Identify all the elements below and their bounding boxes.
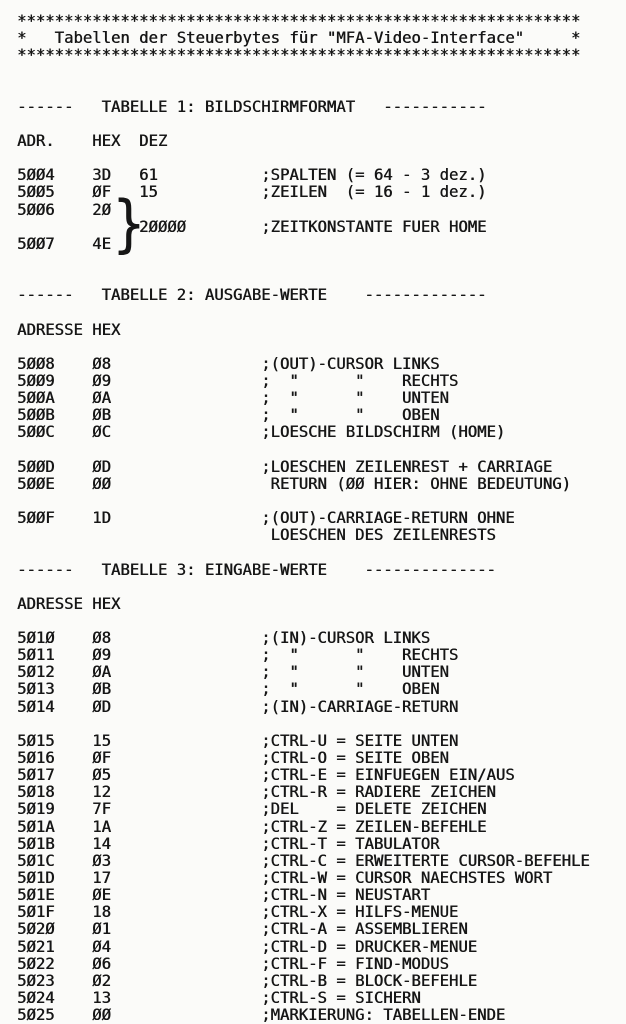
blank-line <box>17 116 590 133</box>
table-row: 5ØØA ØA ; " " UNTEN <box>17 389 449 408</box>
table-row: 5Ø11 Ø9 ; " " RECHTS <box>17 646 459 665</box>
table-row: LOESCHEN DES ZEILENRESTS <box>17 526 496 545</box>
section-heading-table-2: ------ TABELLE 2: AUSGABE-WERTE ------------- <box>17 286 487 305</box>
banner-border-top: ************************************************************ <box>17 12 581 30</box>
blank-line <box>17 150 590 167</box>
table-row: 5Ø1E ØE ;CTRL-N = NEUSTART <box>17 886 431 905</box>
blank-line <box>17 82 590 99</box>
table-row: 5ØØ9 Ø9 ; " " RECHTS <box>17 371 459 390</box>
blank-line <box>17 253 590 270</box>
blank-line <box>17 339 590 356</box>
column-header-table-3: ADRESSE HEX <box>17 594 121 613</box>
section-heading-table-1: ------ TABELLE 1: BILDSCHIRMFORMAT ----------- <box>17 97 487 116</box>
table-row: 2ØØØØ ;ZEITKONSTANTE FUER HOME <box>17 217 487 236</box>
table-row: 5Ø15 15 ;CTRL-U = SEITE UNTEN <box>17 731 459 750</box>
table-row: 5Ø19 7F ;DEL = DELETE ZEICHEN <box>17 800 487 819</box>
table-row: 5ØØB ØB ; " " OBEN <box>17 406 440 425</box>
table-row: 5ØØ5 ØF 15 ;ZEILEN (= 16 - 1 dez.) <box>17 183 487 202</box>
table-row: 5ØØE ØØ RETURN (ØØ HIER: OHNE BEDEUTUNG) <box>17 474 571 493</box>
table-row: 5Ø25 ØØ ;MARKIERUNG: TABELLEN-ENDE <box>17 1006 506 1024</box>
text-lines <box>17 13 590 1024</box>
table-row: 5ØØF 1D ;(OUT)-CARRIAGE-RETURN OHNE <box>17 509 515 528</box>
table-row: 5Ø22 Ø6 ;CTRL-F = FIND-MODUS <box>17 954 449 973</box>
table-row: 5Ø12 ØA ; " " UNTEN <box>17 663 449 682</box>
table-row: 5Ø1Ø Ø8 ;(IN)-CURSOR LINKS <box>17 629 431 648</box>
table-row: 5Ø23 Ø2 ;CTRL-B = BLOCK-BEFEHLE <box>17 971 478 990</box>
table-row: 5ØØ8 Ø8 ;(OUT)-CURSOR LINKS <box>17 354 440 373</box>
table-row: 5Ø1C Ø3 ;CTRL-C = ERWEITERTE CURSOR-BEFEHLE <box>17 851 590 870</box>
table-row: 5ØØ4 3D 61 ;SPALTEN (= 64 - 3 dez.) <box>17 166 487 185</box>
column-header-table-1: ADR. HEX DEZ <box>17 131 168 150</box>
blank-line <box>17 442 590 459</box>
table-row: 5Ø24 13 ;CTRL-S = SICHERN <box>17 989 421 1008</box>
table-row: 5ØØD ØD ;LOESCHEN ZEILENREST + CARRIAGE <box>17 457 553 476</box>
table-row: 5ØØ7 4E <box>17 234 111 253</box>
table-row: 5ØØ6 2Ø <box>17 200 111 219</box>
blank-line <box>17 270 590 287</box>
blank-line <box>17 64 590 81</box>
table-row: 5Ø2Ø Ø1 ;CTRL-A = ASSEMBLIEREN <box>17 920 468 939</box>
blank-line <box>17 544 590 561</box>
table-row: 5Ø16 ØF ;CTRL-O = SEITE OBEN <box>17 749 449 768</box>
table-row: 5Ø17 Ø5 ;CTRL-E = EINFUEGEN EIN/AUS <box>17 766 515 785</box>
banner-border-bottom: ************************************************************ <box>17 46 581 65</box>
table-row: 5Ø1F 18 ;CTRL-X = HILFS-MENUE <box>17 903 459 922</box>
table-row: 5ØØC ØC ;LOESCHE BILDSCHIRM (HOME) <box>17 423 506 442</box>
table-row: 5Ø13 ØB ; " " OBEN <box>17 680 440 699</box>
banner-title: * Tabellen der Steuerbytes für "MFA-Video-Interface" * <box>17 29 581 48</box>
table-row: 5Ø21 Ø4 ;CTRL-D = DRUCKER-MENUE <box>17 937 478 956</box>
section-heading-table-3: ------ TABELLE 3: EINGABE-WERTE -------------- <box>17 560 496 579</box>
table-row: 5Ø1B 14 ;CTRL-T = TABULATOR <box>17 834 440 853</box>
table-row: 5Ø1D 17 ;CTRL-W = CURSOR NAECHSTES WORT <box>17 869 553 888</box>
blank-line <box>17 613 590 630</box>
blank-line <box>17 716 590 733</box>
blank-line <box>17 304 590 321</box>
blank-line <box>17 579 590 596</box>
brace-icon: } <box>112 187 146 260</box>
column-header-table-2: ADRESSE HEX <box>17 320 121 339</box>
table-row: 5Ø18 12 ;CTRL-R = RADIERE ZEICHEN <box>17 783 496 802</box>
table-row: 5Ø14 ØD ;(IN)-CARRIAGE-RETURN <box>17 697 459 716</box>
blank-line <box>17 493 590 510</box>
table-row: 5Ø1A 1A ;CTRL-Z = ZEILEN-BEFEHLE <box>17 817 487 836</box>
